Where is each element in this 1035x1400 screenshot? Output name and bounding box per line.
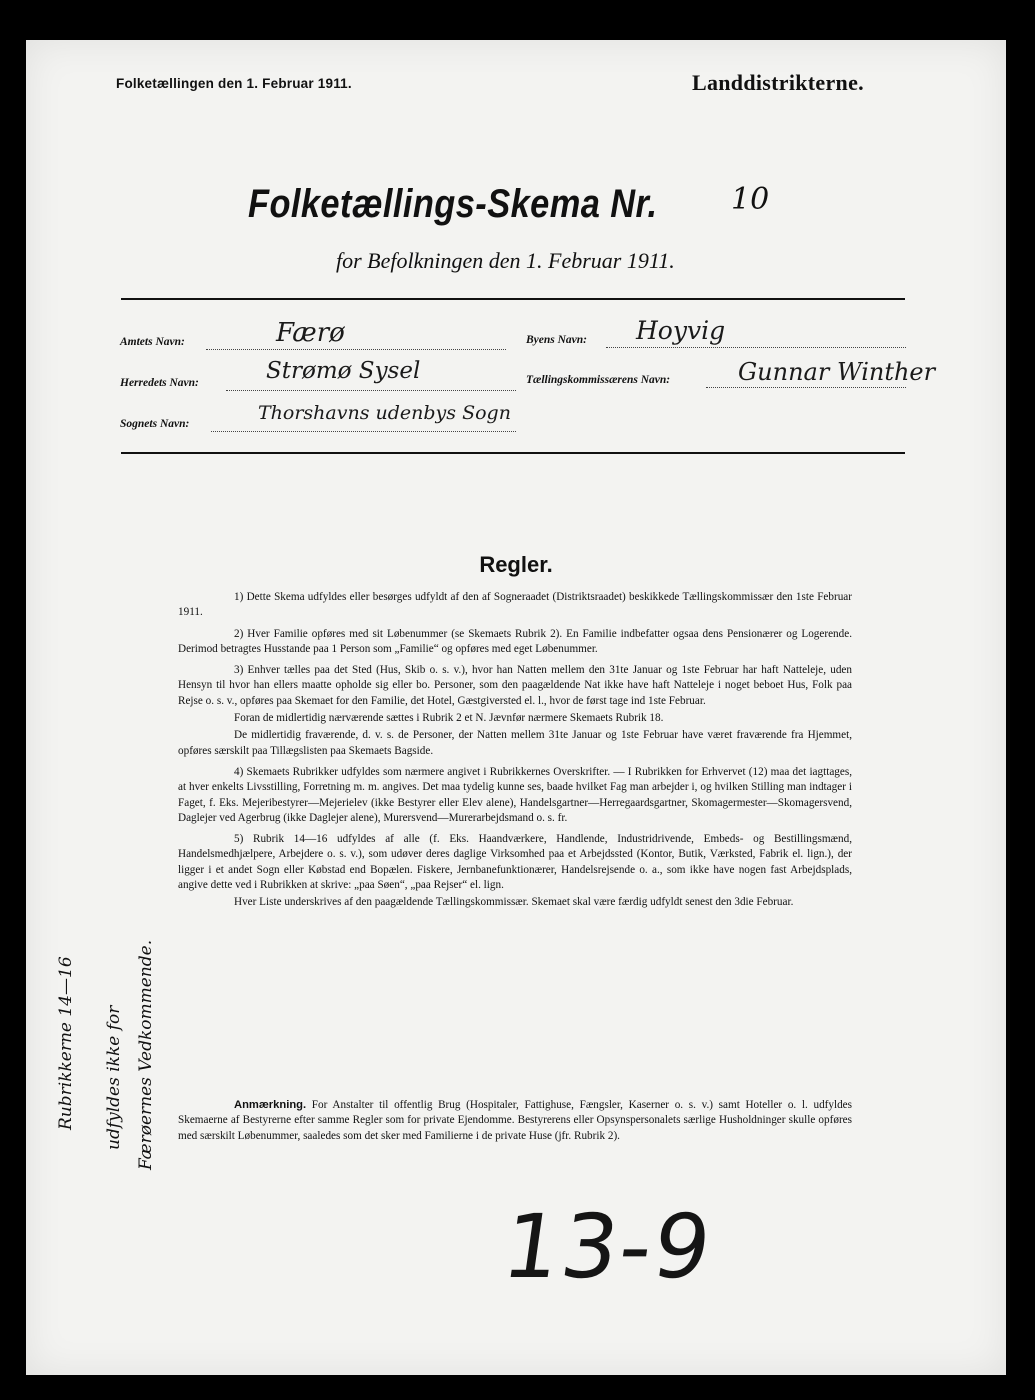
rule-paragraph: 4) Skemaets Rubrikker udfyldes som nærmere angivet i Rubrikkernes Overskrifter. — I Rubrikken for Erhvervet (12) maa det iagttages, at hver enkelts Livsstilling, Forretning m. m. angives. Det maa tydelig kunne ses, baade hvilket Fag man arbejder i, og hvilken Stilling man indtager i Faget, f. Eks. Mejeribestyrer—Mejerielev (ikke Bestyrer eller Elev alene), Handelsgartner—Herregaardsgartner, Skomagermester—Skomagersvend, Daglejer ved Agerbrug (ikke Daglejer alene), Murersvend—Murerarbejdsmand o. s. fr.: [178, 765, 852, 824]
by-line: [606, 346, 906, 348]
herred-label: Herredets Navn:: [120, 377, 199, 389]
herred-value: Strømø Sysel: [266, 358, 421, 384]
bottom-divider: [121, 452, 905, 454]
anmaerkning-note: [178, 1098, 852, 1144]
amt-label: Amtets Navn:: [120, 336, 185, 348]
sogn-value: Thorshavns udenbys Sogn: [258, 402, 511, 424]
amt-line: [206, 348, 506, 350]
form-number: 10: [731, 182, 770, 217]
side-note-line-1: Rubrikkerne 14—16: [56, 956, 76, 1130]
handwritten-archive-number: 13-9: [496, 1195, 719, 1298]
show-through-text: [726, 500, 730, 515]
regler-text: [178, 590, 852, 917]
top-divider: [121, 298, 905, 300]
header-census-date: Folketællingen den 1. Februar 1911.: [116, 76, 352, 91]
amt-value: Færø: [276, 318, 345, 348]
note-label: Anmærkning.: [234, 1099, 307, 1111]
sogn-line: [211, 430, 516, 432]
kommissaer-line: [706, 386, 906, 388]
rule-paragraph: 2) Hver Familie opføres med sit Løbenummer (se Skemaets Rubrik 2). En Familie indbefatter ogsaa dens Pensionærer og Logerende. Derimod betragtes Husstande paa 1 Person som „Familie“ og opføres med eget Løbenummer.: [178, 627, 852, 655]
form-subtitle: for Befolkningen den 1. Februar 1911.: [336, 248, 675, 273]
header-district-type: Landdistrikterne.: [692, 70, 864, 95]
rule-paragraph: De midlertidig fraværende, d. v. s. de Personer, der Natten mellem 31te Januar og 1ste Februar have været fraværende fra Hjemmet, opføres særskilt paa Tillægslisten paa Skemaets Bagside.: [178, 729, 852, 757]
side-note-line-3: Færøernes Vedkommende.: [136, 939, 156, 1170]
kommissaer-label: Tællingskommissærens Navn:: [526, 374, 671, 386]
rule-paragraph: 3) Enhver tælles paa det Sted (Hus, Skib o. s. v.), hvor han Natten mellem den 31te Januar og 1ste Februar har haft Natteleje, uden Hensyn til hvor han ellers maatte opholde sig eller bo. Personer, som den paagældende Nat ikke have haft Natteleje i noget beboet Hus, Folk paa Rejse o. s. v., opføres paa Skemaet for den Familie, det Hotel, Gæstgiversted el. l., hvor de først tage ind 1ste Februar.: [178, 664, 852, 707]
form-title: Folketællings-Skema Nr.: [248, 182, 658, 226]
by-value: Hoyvig: [636, 316, 726, 345]
by-label: Byens Navn:: [526, 334, 588, 346]
rule-paragraph: Foran de midlertidig nærværende sættes i Rubrik 2 et N. Jævnfør nærmere Skemaets Rubrik 18.: [234, 712, 664, 725]
regler-heading: Regler.: [479, 552, 553, 577]
note-text: For Anstalter til offentlig Brug (Hospitaler, Fattighuse, Fængsler, Kaserner o. s. v.) samt Hoteller o. l. udfyldes Skemaerne af Bestyrerne efter samme Regler som for private Ejendomme. Bestyrerens eller Opsynspersonalets særlige Husholdninger skulle opføres med særskilt Løbenummer, saaledes som det sker med Familierne i de private Huse (jfr. Rubrik 2).: [178, 1099, 853, 1142]
sogn-label: Sognets Navn:: [120, 418, 190, 430]
side-note-line-2: udfyldes ikke for: [104, 1005, 124, 1150]
census-form-sheet: [26, 40, 1006, 1375]
rule-paragraph: 5) Rubrik 14—16 udfyldes af alle (f. Eks. Haandværkere, Handlende, Industridrivende, Embeds- og Bestillingsmænd, Handelsmedhjælpere, Arbejdere o. s. v.), som udøver deres daglige Virksomhed paa et Arbejdssted (Kontor, Butik, Værksted, Fabrik el. lign.), der ligger i et andet Sogn eller Købstad end Bopælen. Fiskere, Jernbanefunktionærer, Handelsrejsende o. a., som ikke have nogen fast Arbejdsplads, angive dette ved i Rubrikken at skrive: „paa Søen“, „paa Rejser“ el. lign.: [178, 833, 852, 892]
herred-line: [226, 389, 516, 391]
rule-paragraph: Hver Liste underskrives af den paagældende Tællingskommissær. Skemaet skal være færdig udfyldt senest den 3die Februar.: [234, 896, 794, 909]
kommissaer-value: Gunnar Winther: [738, 358, 936, 386]
rule-paragraph: 1) Dette Skema udfyldes eller besørges udfyldt af den af Sogneraadet (Distriktsraadet) beskikkede Tællingskommissær den 1ste Februar 1911.: [178, 591, 852, 619]
